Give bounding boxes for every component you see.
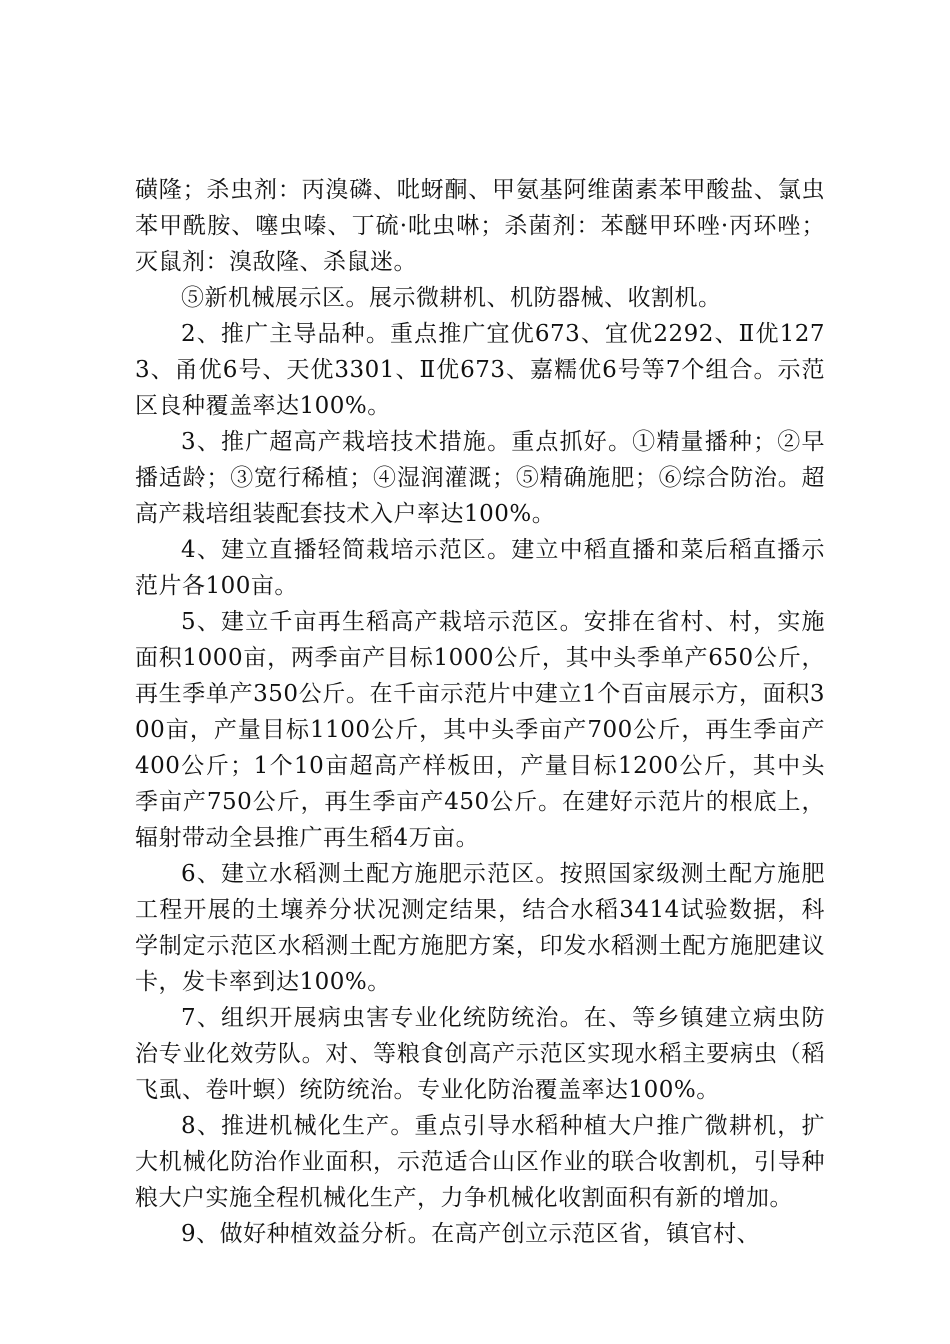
paragraph-soil-testing-fertilization: 6、建立水稻测土配方施肥示范区。按照国家级测土配方施肥工程开展的土壤养分状况测定结果，结合水稻3414试验数据，科学制定示范区水稻测土配方施肥方案，印发水稻测土配方施肥建议卡，发卡率到达100%。 bbox=[135, 861, 825, 995]
paragraph-mechanization: 8、推进机械化生产。重点引导水稻种植大户推广微耕机，扩大机械化防治作业面积，示范适合山区作业的联合收割机，引导种粮大户实施全程机械化生产，力争机械化收割面积有新的增加。 bbox=[135, 1113, 825, 1211]
paragraph-direct-seeding: 4、建立直播轻简栽培示范区。建立中稻直播和菜后稻直播示范片各100亩。 bbox=[135, 537, 825, 599]
paragraph-benefit-analysis: 9、做好种植效益分析。在高产创立示范区省，镇官村、 bbox=[181, 1221, 761, 1247]
paragraph-pesticide-list: 磺隆；杀虫剂：丙溴磷、吡蚜酮、甲氨基阿维菌素苯甲酸盐、氯虫苯甲酰胺、噻虫嗪、丁硫·吡虫啉；杀菌剂：苯醚甲环唑·丙环唑；灭鼠剂：溴敌隆、杀鼠迷。 bbox=[135, 177, 825, 275]
paragraph-high-yield-techniques: 3、推广超高产栽培技术措施。重点抓好。①精量播种；②早播适龄；③宽行稀植；④湿润灌溉；⑤精确施肥；⑥综合防治。超高产栽培组装配套技术入户率达100%。 bbox=[135, 429, 825, 527]
paragraph-machinery-display: ⑤新机械展示区。展示微耕机、机防器械、收割机。 bbox=[181, 285, 722, 311]
paragraph-ratoon-rice: 5、建立千亩再生稻高产栽培示范区。安排在省村、村，实施面积1000亩，两季亩产目标1000公斤，其中头季单产650公斤，再生季单产350公斤。在千亩示范片中建立1个百亩展示方，面积300亩，产量目标1100公斤，其中头季亩产700公斤，再生季亩产400公斤；1个10亩超高产样板田，产量目标1200公斤，其中头季亩产750公斤，再生季亩产450公斤。在建好示范片的根底上，辐射带动全县推广再生稻4万亩。 bbox=[135, 609, 825, 851]
document-body bbox=[135, 172, 825, 1252]
paragraph-main-varieties: 2、推广主导品种。重点推广宜优673、宜优2292、Ⅱ优1273、甬优6号、天优3301、Ⅱ优673、嘉糯优6号等7个组合。示范区良种覆盖率达100%。 bbox=[135, 321, 825, 419]
paragraph-pest-control: 7、组织开展病虫害专业化统防统治。在、等乡镇建立病虫防治专业化效劳队。对、等粮食创高产示范区实现水稻主要病虫（稻飞虱、卷叶螟）统防统治。专业化防治覆盖率达100%。 bbox=[135, 1005, 825, 1103]
